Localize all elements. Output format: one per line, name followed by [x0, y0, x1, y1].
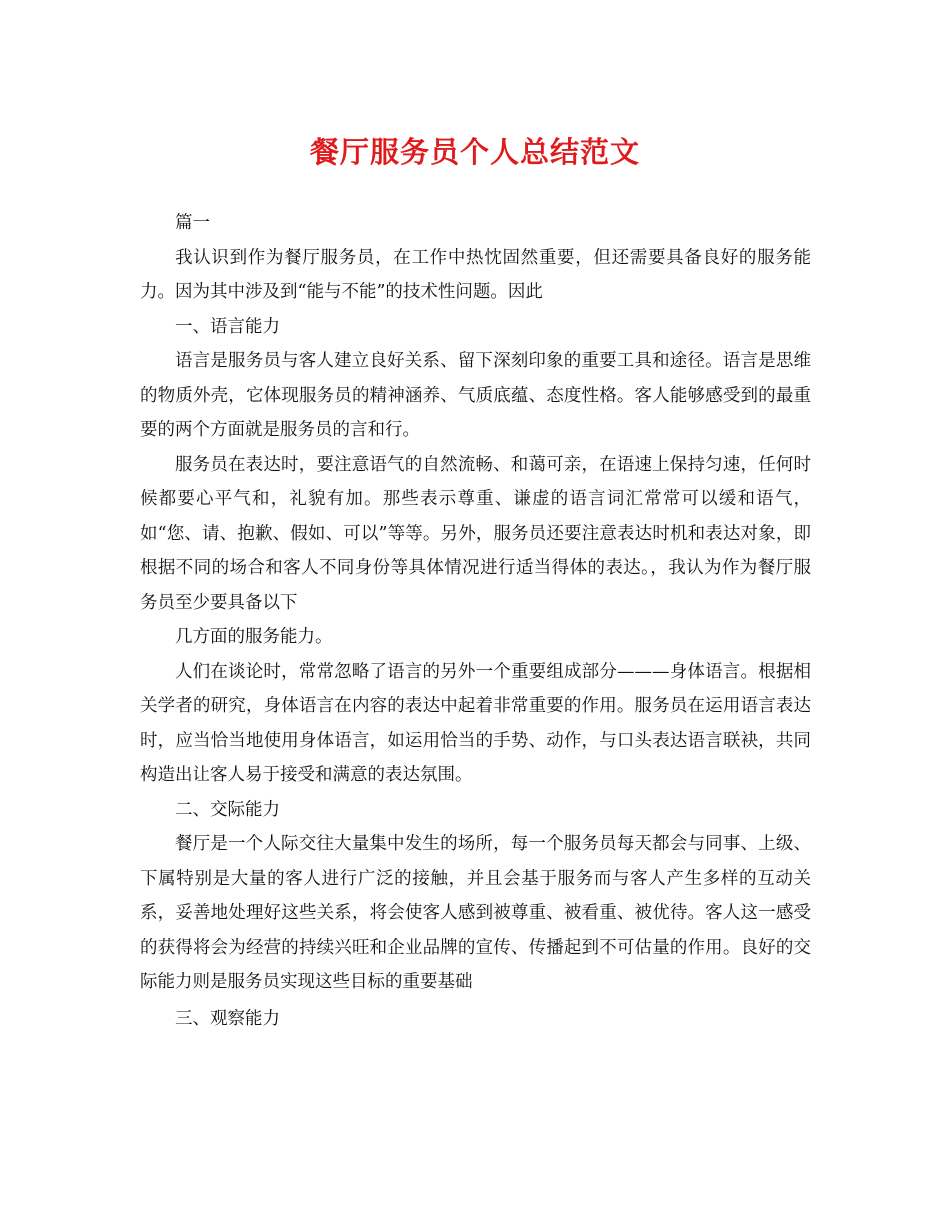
section-heading: 三、观察能力	[175, 1008, 280, 1029]
paragraph: 我认识到作为餐厅服务员，在工作中热忱固然重要，但还需要具备良好的服务能力。因为其中涉及到“能与不能”的技术性问题。因此	[140, 247, 811, 302]
section-heading: 二、交际能力	[175, 799, 280, 820]
paragraph: 语言是服务员与客人建立良好关系、留下深刻印象的重要工具和途径。语言是思维的物质外壳，它体现服务员的精神涵养、气质底蕴、态度性格。客人能够感受到的最重要的两个方面就是服务员的言和行。	[140, 351, 811, 440]
paragraph: 服务员在表达时，要注意语气的自然流畅、和蔼可亲，在语速上保持匀速，任何时候都要心平气和，礼貌有加。那些表示尊重、谦虚的语言词汇常常可以缓和语气，如“您、请、抱歉、假如、可以”等等。另外，服务员还要注意表达时机和表达对象，即根据不同的场合和客人不同身份等具体情况进行适当得体的表达。，我认为作为餐厅服务员至少要具备以下	[140, 454, 811, 613]
document-body	[140, 206, 811, 1036]
section-label: 篇一	[175, 213, 210, 233]
paragraph: 人们在谈论时，常常忽略了语言的另外一个重要组成部分———身体语言。根据相关学者的研究，身体语言在内容的表达中起着非常重要的作用。服务员在运用语言表达时，应当恰当地使用身体语言，如运用恰当的手势、动作，与口头表达语言联袂，共同构造出让客人易于接受和满意的表达氛围。	[140, 661, 811, 785]
section-heading: 一、语言能力	[175, 316, 280, 337]
document-title: 餐厅服务员个人总结范文	[309, 135, 640, 169]
paragraph: 几方面的服务能力。	[175, 627, 333, 647]
paragraph: 餐厅是一个人际交往大量集中发生的场所，每一个服务员每天都会与同事、上级、下属特别是大量的客人进行广泛的接触，并且会基于服务而与客人产生多样的互动关系，妥善地处理好这些关系，将会使客人感到被尊重、被看重、被优待。客人这一感受的获得将会为经营的持续兴旺和企业品牌的宣传、传播起到不可估量的作用。良好的交际能力则是服务员实现这些目标的重要基础	[140, 834, 811, 992]
